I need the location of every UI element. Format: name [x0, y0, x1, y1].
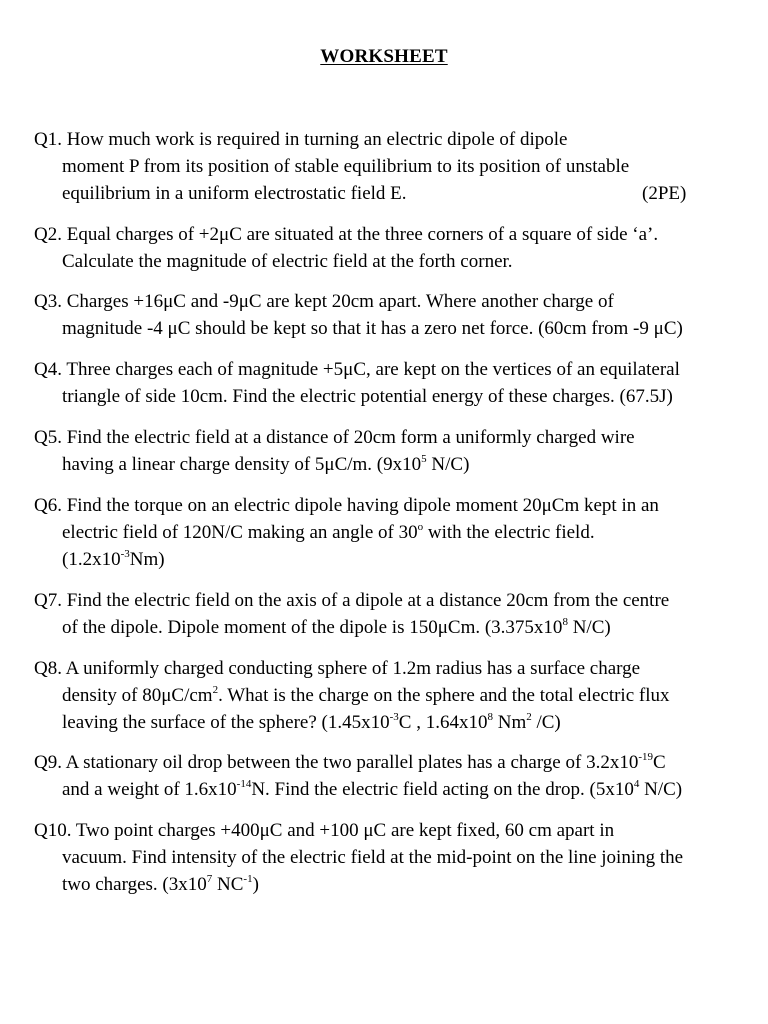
question-4 [34, 356, 754, 410]
question-9-line-1-text-a: Q9. A stationary oil drop between the two parallel plates has a charge of 3.2x10 [34, 752, 639, 773]
question-10 [34, 817, 754, 898]
question-10-line-1: Q10. Two point charges +400μC and +100 μC are kept fixed, 60 cm apart in [34, 820, 615, 841]
question-7-exponent: 8 [562, 616, 568, 628]
question-2-line-2: Calculate the magnitude of electric field at the forth corner. [62, 251, 513, 272]
question-9-line-2-text-c: N/C) [639, 779, 683, 800]
question-6-line-3 [34, 546, 754, 573]
question-9-exponent-1: -19 [638, 751, 653, 763]
question-5-line-2-text-b: N/C) [426, 454, 470, 475]
question-3 [34, 288, 754, 342]
question-6-line-1: Q6. Find the torque on an electric dipole having dipole moment 20μCm kept in an [34, 495, 659, 516]
question-8-line-3-text-b: C , 1.64x10 [398, 712, 488, 733]
question-10-line-2: vacuum. Find intensity of the electric field at the mid-point on the line joining the [62, 847, 684, 868]
question-9-line-2-text-b: N. Find the electric field acting on the drop. (5x10 [251, 779, 634, 800]
question-6-line-2-text-b: with the electric field. [423, 522, 595, 543]
question-9-line-2 [34, 776, 754, 803]
question-10-line-3-text-b: NC [212, 874, 244, 895]
question-8-exponent-1: 2 [212, 684, 219, 696]
question-2-line-1: Q2. Equal charges of +2μC are situated at the three corners of a square of side ‘a’. [34, 224, 659, 245]
question-8-line-1: Q8. A uniformly charged conducting sphere of 1.2m radius has a surface charge [34, 658, 641, 679]
question-8-exponent-4: 2 [526, 711, 532, 723]
question-5 [34, 424, 754, 478]
question-3-line-2: magnitude -4 μC should be kept so that it has a zero net force. (60cm from -9 μC) [62, 318, 683, 339]
question-8-line-3-text-d: /C) [531, 712, 561, 733]
question-1-answer: (2PE) [642, 183, 687, 204]
question-7-line-2-text-b: N/C) [567, 617, 611, 638]
question-6 [34, 492, 754, 573]
question-3-line-1: Q3. Charges +16μC and -9μC are kept 20cm apart. Where another charge of [34, 291, 614, 312]
question-8-line-3-text-a: leaving the surface of the sphere? (1.45x10 [62, 712, 390, 733]
question-5-line-1: Q5. Find the electric field at a distance of 20cm form a uniformly charged wire [34, 427, 635, 448]
question-10-line-3-text-c: ) [252, 874, 259, 895]
question-1-line-1: Q1. How much work is required in turning an electric dipole of dipole [34, 129, 568, 150]
question-6-exponent: -3 [120, 548, 130, 560]
question-6-degree-mark: o [417, 521, 424, 533]
question-2 [34, 221, 754, 275]
question-9-line-1 [34, 749, 754, 776]
question-7-line-2 [34, 614, 754, 641]
question-8-line-3 [34, 709, 754, 736]
question-8 [34, 655, 754, 736]
question-8-line-2-text-a: density of 80μC/cm [62, 685, 213, 706]
question-5-line-2 [34, 451, 754, 478]
question-4-line-1: Q4. Three charges each of magnitude +5μC, are kept on the vertices of an equilateral [34, 359, 680, 380]
question-10-line-3 [34, 871, 754, 898]
question-6-line-3-text-a: (1.2x10 [62, 549, 121, 570]
question-8-line-2-text-b: . What is the charge on the sphere and the total electric flux [218, 685, 670, 706]
question-7 [34, 587, 754, 641]
question-9-exponent-2: -14 [236, 778, 252, 790]
question-6-line-2-text-a: electric field of 120N/C making an angle of 30 [62, 522, 418, 543]
question-1-line-3-text: equilibrium in a uniform electrostatic field E. [62, 183, 407, 204]
question-8-line-2 [34, 682, 754, 709]
question-1-line-2: moment P from its position of stable equilibrium to its position of unstable [62, 156, 630, 177]
question-8-exponent-3: 8 [487, 711, 493, 723]
worksheet-title: WORKSHEET [320, 46, 448, 67]
question-5-exponent: 5 [421, 453, 427, 465]
question-9-line-2-text-a: and a weight of 1.6x10 [62, 779, 237, 800]
question-6-line-2 [34, 519, 754, 546]
question-7-line-1: Q7. Find the electric field on the axis of a dipole at a distance 20cm from the centre [34, 590, 670, 611]
question-9 [34, 749, 754, 803]
question-8-exponent-2: -3 [389, 711, 399, 723]
question-10-exponent-1: 7 [206, 873, 213, 885]
question-5-line-2-text-a: having a linear charge density of 5μC/m. (9x10 [62, 454, 422, 475]
question-8-line-3-text-c: Nm [492, 712, 527, 733]
question-6-line-3-text-b: Nm) [129, 549, 165, 570]
question-9-line-1-text-b: C [653, 752, 666, 773]
question-10-line-3-text-a: two charges. (3x10 [62, 874, 207, 895]
question-4-line-2: triangle of side 10cm. Find the electric potential energy of these charges. (67.5J) [62, 386, 673, 407]
question-7-line-2-text-a: of the dipole. Dipole moment of the dipole is 150μCm. (3.375x10 [62, 617, 563, 638]
question-1-line-3 [34, 180, 754, 207]
question-1 [34, 126, 754, 207]
question-10-exponent-2: -1 [243, 873, 253, 885]
question-9-exponent-3: 4 [633, 778, 640, 790]
